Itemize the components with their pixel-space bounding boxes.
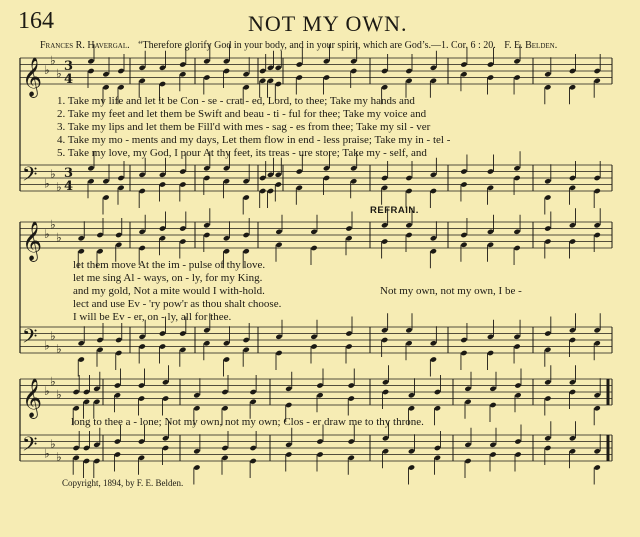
bass-clef: 𝄢 (22, 324, 38, 353)
key-flat: ♭ (56, 66, 62, 81)
verse-4-line-1: 4. Take my mo - ments and my days, Let them flow in end - less praise; Take my in - tel - (57, 134, 451, 146)
key-flat: ♭ (44, 384, 50, 398)
verse-2-line-2: let me sing Al - ways, on - ly, for my King. (73, 272, 263, 284)
key-flat: ♭ (44, 227, 50, 241)
hymn-title: NOT MY OWN. (248, 11, 408, 36)
refrain-label: REFRAIN. (370, 205, 419, 216)
key-flat: ♭ (44, 446, 50, 461)
key-flat: ♭ (50, 436, 56, 451)
key-flat: ♭ (44, 63, 50, 77)
key-flat: ♭ (56, 387, 62, 402)
refrain-line-a: Not my own, not my own, I be - (380, 285, 522, 297)
verse-5-line-2: I will be Ev - er, on - ly, all for thee. (73, 311, 232, 323)
key-flat: ♭ (56, 449, 62, 464)
key-flat: ♭ (56, 341, 62, 356)
verse-2-line-1: 2. Take my feet and let them be Swift and beau - ti - ful for thee; Take my voice and (57, 108, 427, 120)
copyright-notice: Copyright, 1894, by F. E. Belden. (62, 478, 184, 488)
time-sig-top: 3 (64, 166, 74, 181)
composer-credit: F. E. Belden. (504, 40, 558, 51)
treble-clef: 𝄞 (22, 378, 43, 418)
refrain-line-b: long to thee a - lone; Not my own, not my own; Clos - er draw me to thy throne. (71, 416, 424, 428)
treble-clef: 𝄞 (22, 57, 43, 97)
key-flat: ♭ (50, 328, 56, 343)
time-sig-top: 3 (64, 59, 74, 74)
key-flat: ♭ (56, 230, 62, 245)
verse-1-line-2: let them move At the im - pulse of thy love. (73, 259, 266, 271)
key-flat: ♭ (44, 176, 50, 191)
bass-clef: 𝄢 (22, 162, 38, 191)
epigraph: “Therefore glorify God in your body, and in your spirit, which are God’s.— (138, 40, 441, 51)
verse-1-line-1: 1. Take my life and let it be Con - se - crat - ed, Lord, to thee; Take my hands and (57, 95, 415, 107)
key-flat: ♭ (50, 217, 56, 232)
key-flat: ♭ (50, 374, 56, 389)
key-flat: ♭ (50, 166, 56, 181)
time-sig-bottom: 4 (64, 72, 74, 87)
scripture-reference: 1. Cor. 6 : 20. (441, 40, 496, 51)
page-number: 164 (18, 8, 54, 34)
time-sig-bottom: 4 (64, 179, 74, 194)
verse-4-line-2: lect and use Ev - 'ry pow'r as thou shalt choose. (73, 298, 282, 310)
key-flat: ♭ (50, 53, 56, 68)
verse-5-line-1: 5. Take my love, my God, I pour At thy feet, its treas - ure store; Take my - self, and (57, 147, 427, 159)
key-flat: ♭ (56, 179, 62, 194)
author-credit: Frances R. Havergal. (40, 40, 130, 51)
verse-3-line-1: 3. Take my lips and let them be Fill'd with mes - sag - es from thee; Take my sil - ver (57, 121, 431, 133)
treble-clef: 𝄞 (22, 221, 43, 261)
verse-3-line-2: and my gold, Not a mite would I with-hold. (73, 285, 265, 297)
key-flat: ♭ (44, 338, 50, 353)
bass-clef: 𝄢 (22, 432, 38, 461)
